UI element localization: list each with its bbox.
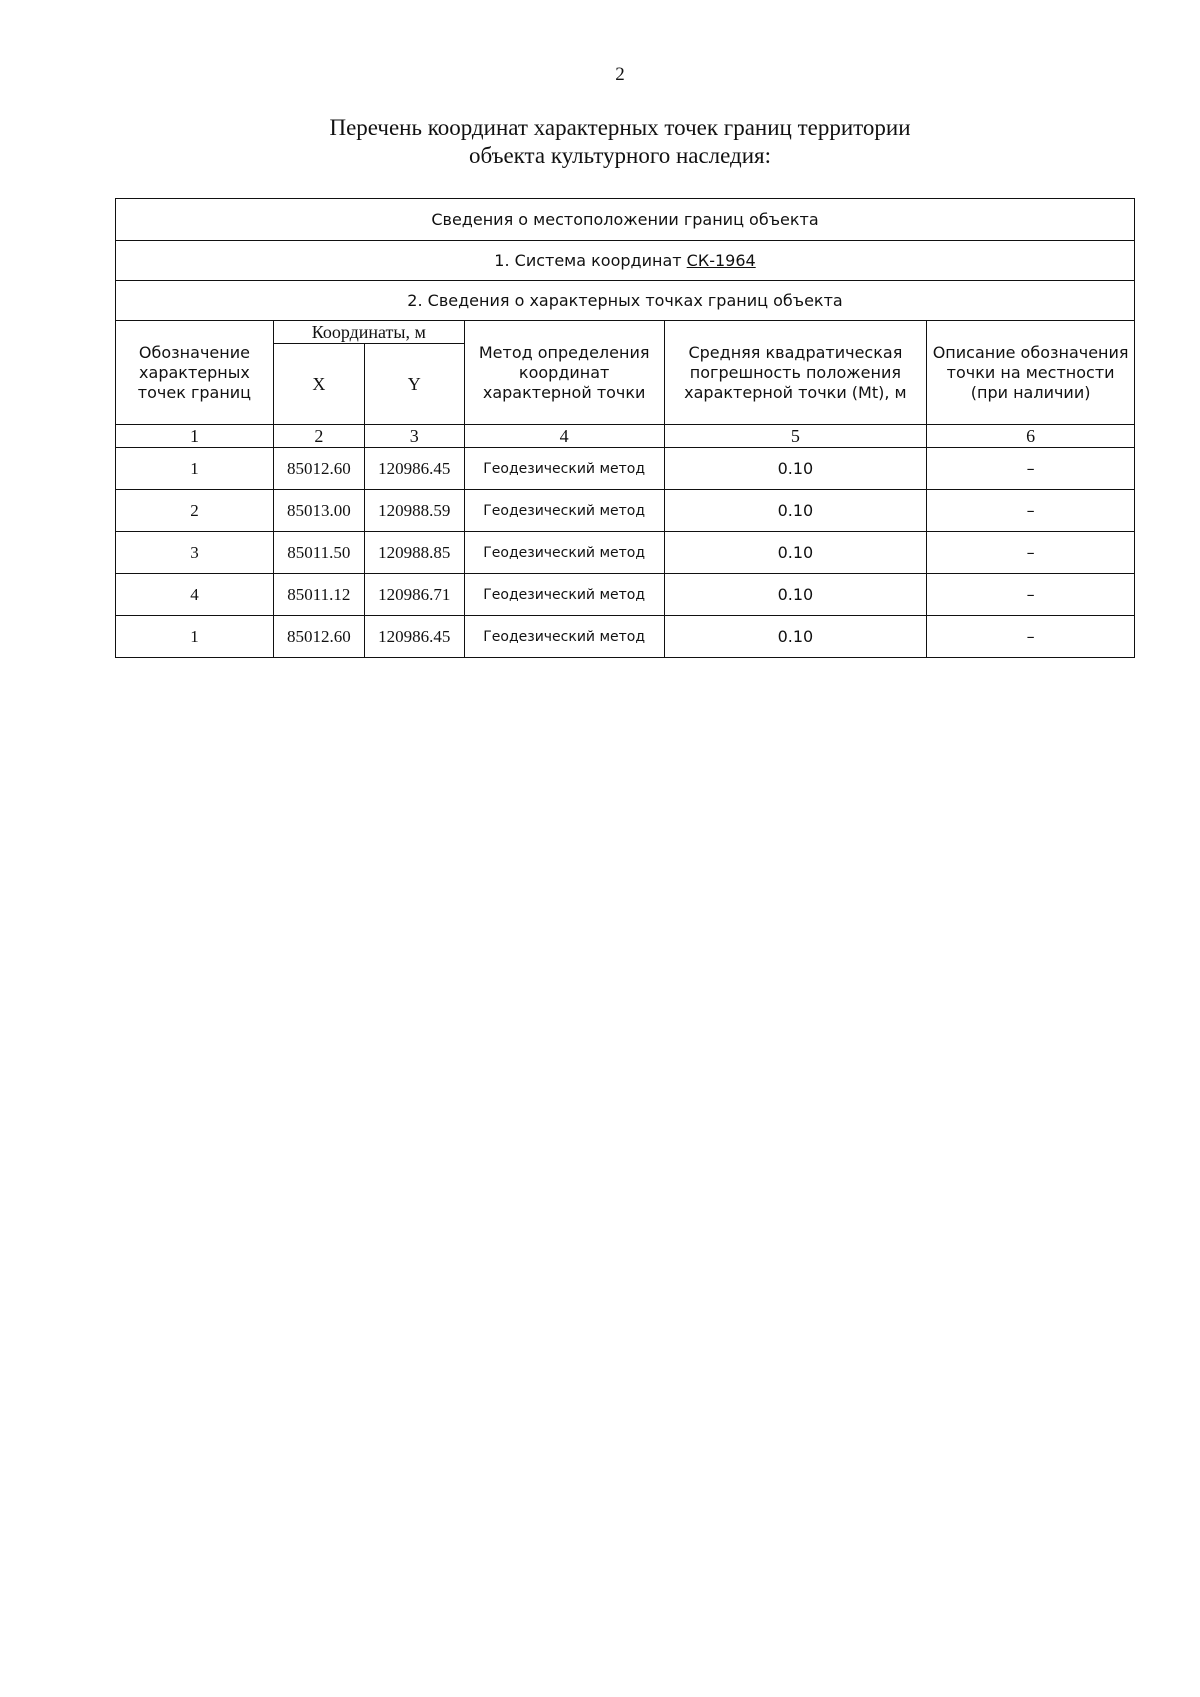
header-point: Обозначение характерных точек границ bbox=[116, 321, 274, 425]
header-y: Y bbox=[364, 344, 464, 425]
column-numbers-row bbox=[116, 425, 1135, 448]
page-number: 2 bbox=[615, 64, 625, 85]
cell-method: Геодезический метод bbox=[464, 532, 664, 574]
cell-method: Геодезический метод bbox=[464, 490, 664, 532]
info-heading: Сведения о местоположении границ объекта bbox=[116, 199, 1135, 241]
cell-y: 120986.71 bbox=[364, 574, 464, 616]
cell-y: 120986.45 bbox=[364, 448, 464, 490]
column-number: 3 bbox=[364, 425, 464, 448]
cell-accuracy: 0.10 bbox=[664, 490, 927, 532]
cell-method: Геодезический метод bbox=[464, 616, 664, 658]
header-coords: Координаты, м bbox=[273, 321, 464, 344]
cell-accuracy: 0.10 bbox=[664, 532, 927, 574]
title-line-2: объекта культурного наследия: bbox=[468, 143, 772, 168]
column-number: 2 bbox=[273, 425, 364, 448]
title-line-1: Перечень координат характерных точек границ территории bbox=[329, 115, 911, 140]
column-number: 6 bbox=[927, 425, 1135, 448]
table-row bbox=[116, 490, 1135, 532]
cell-description: – bbox=[927, 490, 1135, 532]
table-row bbox=[116, 616, 1135, 658]
cell-x: 85011.12 bbox=[273, 574, 364, 616]
cell-point: 2 bbox=[116, 490, 274, 532]
cell-description: – bbox=[927, 448, 1135, 490]
points-heading: 2. Сведения о характерных точках границ объекта bbox=[116, 281, 1135, 321]
column-number: 4 bbox=[464, 425, 664, 448]
table-row bbox=[116, 532, 1135, 574]
table-row bbox=[116, 448, 1135, 490]
cell-x: 85013.00 bbox=[273, 490, 364, 532]
cell-method: Геодезический метод bbox=[464, 448, 664, 490]
coordinates-table bbox=[115, 198, 1135, 658]
cell-description: – bbox=[927, 574, 1135, 616]
cell-point: 1 bbox=[116, 616, 274, 658]
cell-point: 1 bbox=[116, 448, 274, 490]
cell-point: 3 bbox=[116, 532, 274, 574]
header-description: Описание обозначения точки на местности (при наличии) bbox=[927, 321, 1135, 425]
coordinate-system-row bbox=[116, 241, 1135, 281]
coordinate-system-value: СК-1964 bbox=[686, 250, 756, 270]
column-number: 1 bbox=[116, 425, 274, 448]
cell-accuracy: 0.10 bbox=[664, 616, 927, 658]
cell-description: – bbox=[927, 532, 1135, 574]
cell-accuracy: 0.10 bbox=[664, 448, 927, 490]
coordinate-system-label: 1. Система координат bbox=[494, 250, 687, 270]
cell-method: Геодезический метод bbox=[464, 574, 664, 616]
cell-point: 4 bbox=[116, 574, 274, 616]
cell-accuracy: 0.10 bbox=[664, 574, 927, 616]
cell-x: 85011.50 bbox=[273, 532, 364, 574]
cell-x: 85012.60 bbox=[273, 448, 364, 490]
table-row bbox=[116, 574, 1135, 616]
header-accuracy: Средняя квадратическая погрешность положения характерной точки (Mt), м bbox=[664, 321, 927, 425]
cell-y: 120986.45 bbox=[364, 616, 464, 658]
cell-y: 120988.59 bbox=[364, 490, 464, 532]
cell-description: – bbox=[927, 616, 1135, 658]
cell-x: 85012.60 bbox=[273, 616, 364, 658]
column-number: 5 bbox=[664, 425, 927, 448]
document-title bbox=[0, 114, 1200, 170]
header-x: X bbox=[273, 344, 364, 425]
cell-y: 120988.85 bbox=[364, 532, 464, 574]
header-method: Метод определения координат характерной точки bbox=[464, 321, 664, 425]
